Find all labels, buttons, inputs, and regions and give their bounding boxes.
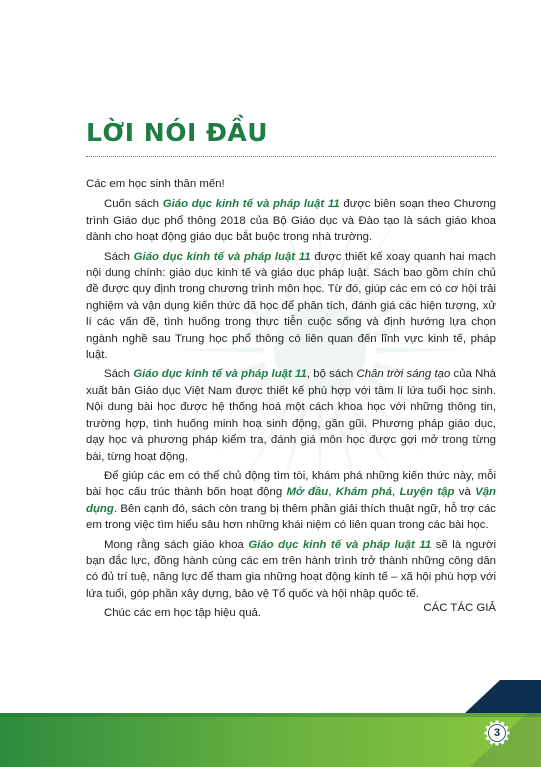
text-run: Cuốn sách	[104, 198, 163, 211]
title-emphasis: Luyện tập	[399, 486, 455, 499]
paragraph	[86, 366, 496, 464]
italic-text: Chân trời sáng tạo	[356, 368, 451, 381]
paragraph	[86, 196, 496, 245]
paragraph	[86, 468, 496, 534]
text-run: sẽ là người bạn đắc lực, đồng hành cùng các em trên hành trình trở thành những công dân có đủ trí tuệ, năng lực để tham gia những hoạt động kinh tế – xã hội phù hợp với lứa tuổi, góp phần xây dựng, bảo vệ Tổ quốc và hội nhập quốc tế.	[86, 538, 497, 600]
greeting-line: Các em học sinh thân mến!	[86, 178, 225, 190]
title-emphasis: Vận dụng	[86, 486, 496, 515]
title-emphasis: Khám phá	[335, 486, 392, 499]
title-emphasis: Giáo dục kinh tế và pháp luật 11	[133, 250, 311, 263]
text-run: Mong rằng sách giáo khoa	[104, 538, 249, 551]
footer-band	[0, 680, 541, 767]
text-run: Để giúp các em có thể chủ động tìm tòi, khám phá những kiến thức này, mỗi bài học cấu trúc thành bốn hoạt động	[86, 469, 496, 499]
title-divider	[86, 156, 496, 157]
text-run: Sách	[104, 368, 134, 381]
text-run: được thiết kế xoay quanh hai mạch nội dung chính: giáo dục kinh tế và giáo dục pháp luật. Sách bao gồm chín chủ đề được quy định trong chương trình môn học. Từ đó, giúp các em có cơ hội trải nghiệm và vận dụng kiến thức đã học để phân tích, đánh giá các hiện tượng, xử lí các vấn đề, tình huống trong thực tiễn cuộc sống và định hướng lựa chọn ngành nghề sau Trung học phổ thông có liên quan đến lĩnh vực kinh tế, pháp luật.	[86, 250, 496, 362]
preface-body	[86, 176, 496, 625]
authors-signature: CÁC TÁC GIẢ	[423, 602, 496, 614]
paragraph	[86, 537, 496, 603]
title-emphasis: Giáo dục kinh tế và pháp luật 11	[248, 538, 432, 551]
title-emphasis: Mở đầu	[286, 486, 329, 499]
title-emphasis: Giáo dục kinh tế và pháp luật 11	[162, 198, 340, 211]
text-run: ,	[328, 486, 336, 499]
text-run: ,	[391, 486, 400, 499]
text-run: Chúc các em học tập hiệu quả.	[104, 607, 262, 620]
text-run: , bộ sách	[306, 368, 357, 381]
text-run: của Nhà xuất bản Giáo dục Việt Nam được thiết kế phù hợp với tâm lí lứa tuổi học sinh. Nội dung bài học được hệ thống hoá một cách khoa học với những thông tin, trường hợp, tình huống minh hoạ sinh động, gần gũi. Phương pháp giáo dục, dạy học và phương pháp kiểm tra, đánh giá môn học được gợi mở trong từng bài, từng hoạt động.	[86, 368, 497, 463]
title-emphasis: Giáo dục kinh tế và pháp luật 11	[133, 368, 307, 381]
text-run: và	[454, 486, 476, 499]
text-run: . Bên cạnh đó, sách còn trang bị thêm phần giải thích thuật ngữ, hỗ trợ các em trong việc tìm hiểu sâu hơn những khái niệm có liên quan trong các bài học.	[86, 502, 496, 532]
text-run: Sách	[104, 250, 134, 263]
page-number: 3	[493, 727, 501, 739]
text-run: được biên soạn theo Chương trình Giáo dục phổ thông 2018 của Bộ Giáo dục và Đào tạo là sách giáo khoa dành cho hoạt động giáo dục bắt buộc trong nhà trường.	[86, 198, 497, 244]
paragraph	[86, 249, 496, 364]
page-title: LỜI NÓI ĐẦU	[86, 118, 269, 147]
